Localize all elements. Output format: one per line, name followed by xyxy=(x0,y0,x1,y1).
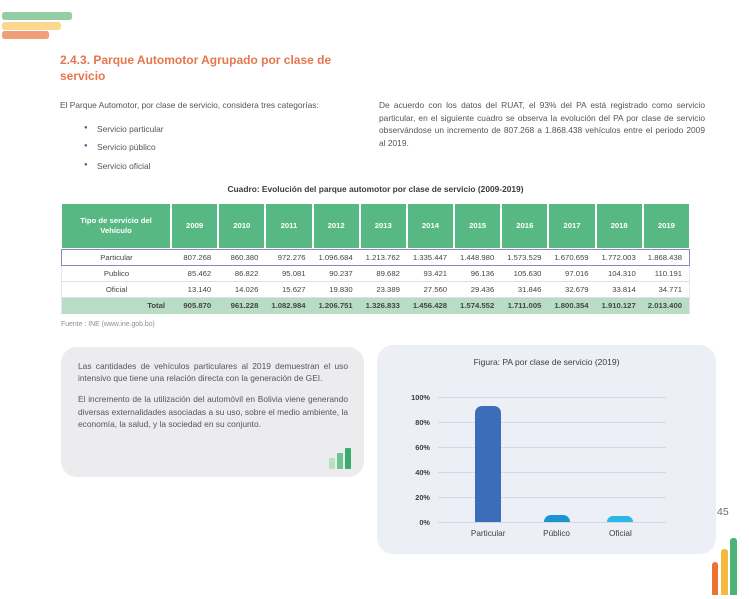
table-body xyxy=(61,249,690,314)
table-row-particular xyxy=(61,249,690,266)
x-axis-label: Oficial xyxy=(609,529,632,538)
row-label: Publico xyxy=(61,266,171,282)
cell-value: 34.771 xyxy=(643,282,690,298)
bar-icon-segment xyxy=(345,448,351,469)
cell-value: 1.868.438 xyxy=(643,249,690,266)
row-label: Particular xyxy=(61,249,171,266)
cell-value: 807.268 xyxy=(171,249,218,266)
chart-gridline xyxy=(438,522,666,523)
cell-value: 23.389 xyxy=(360,282,407,298)
y-axis-label: 60% xyxy=(415,442,430,452)
col-header-year: 2017 xyxy=(548,203,595,249)
cell-value: 972.276 xyxy=(265,249,312,266)
y-axis-label: 40% xyxy=(415,467,430,477)
col-header-year: 2019 xyxy=(643,203,690,249)
x-axis-label: Público xyxy=(543,529,570,538)
table-source: Fuente : INE (www.ine.gob.bo) xyxy=(61,321,155,328)
cell-value: 19.830 xyxy=(313,282,360,298)
cell-value: 105.630 xyxy=(501,266,548,282)
table-row-total xyxy=(61,298,690,314)
cell-value: 1.574.552 xyxy=(454,298,501,314)
evolution-table xyxy=(61,203,690,314)
cell-value: 15.627 xyxy=(265,282,312,298)
table-head xyxy=(61,203,690,249)
cell-value: 1.456.428 xyxy=(407,298,454,314)
cell-value: 1.213.762 xyxy=(360,249,407,266)
bar-icon-segment xyxy=(329,458,335,469)
deco-bar-orange xyxy=(712,562,718,595)
cell-value: 961.228 xyxy=(218,298,265,314)
bullet-item: ● Servicio público xyxy=(84,142,164,153)
x-axis-label: Particular xyxy=(470,529,506,538)
deco-bar-orange xyxy=(2,31,49,39)
col-header-year: 2012 xyxy=(313,203,360,249)
col-header-year: 2009 xyxy=(171,203,218,249)
cell-value: 1.800.354 xyxy=(548,298,595,314)
service-bullet-list xyxy=(84,124,164,179)
cell-value: 29.436 xyxy=(454,282,501,298)
y-axis-label: 100% xyxy=(411,392,430,402)
table-row-publico xyxy=(61,266,690,282)
col-header-year: 2016 xyxy=(501,203,548,249)
section-heading: 2.4.3. Parque Automotor Agrupado por clase de servicio xyxy=(60,53,332,83)
cell-value: 86.822 xyxy=(218,266,265,282)
note-paragraph: El incremento de la utilización del automóvil en Bolivia viene generando diversas externalidades asociadas a su uso, sobre el medio ambiente, la economía, la salud, y la sociedad en su conjunto. xyxy=(78,394,348,429)
note-box xyxy=(61,347,364,477)
cell-value: 13.140 xyxy=(171,282,218,298)
cell-value: 1.910.127 xyxy=(596,298,643,314)
col-header-year: 2013 xyxy=(360,203,407,249)
cell-value: 1.082.984 xyxy=(265,298,312,314)
deco-bar-yellow xyxy=(721,549,728,595)
cell-value: 860.380 xyxy=(218,249,265,266)
deco-bottom-bars xyxy=(712,538,737,595)
col-header-year: 2014 xyxy=(407,203,454,249)
y-axis-label: 80% xyxy=(415,417,430,427)
cell-value: 85.462 xyxy=(171,266,218,282)
cell-value: 1.335.447 xyxy=(407,249,454,266)
table-wrapper xyxy=(61,203,690,314)
intro-paragraph-right: De acuerdo con los datos del RUAT, el 93% del PA está registrado como servicio particular, en el siguiente cuadro se observa la evolución del PA por clase de servicio observándose un incremento de 807.268 a 1.868.438 vehículos entre el periodo 2009 al 2019. xyxy=(379,100,705,148)
bullet-item: ● Servicio oficial xyxy=(84,161,164,172)
row-label: Oficial xyxy=(61,282,171,298)
table-row-oficial xyxy=(61,282,690,298)
figure-title: Figura: PA por clase de servicio (2019) xyxy=(473,357,620,367)
deco-bar-green xyxy=(2,12,72,20)
bar-chart-icon xyxy=(329,448,351,469)
y-axis-label: 20% xyxy=(415,492,430,502)
bar-icon-segment xyxy=(337,453,343,469)
col-header-year: 2018 xyxy=(596,203,643,249)
col-header-year: 2010 xyxy=(218,203,265,249)
bullet-item: ● Servicio particular xyxy=(84,124,164,135)
cell-value: 97.016 xyxy=(548,266,595,282)
cell-value: 905.870 xyxy=(171,298,218,314)
table-caption: Cuadro: Evolución del parque automotor por clase de servicio (2009-2019) xyxy=(227,184,524,194)
intro-paragraph-left: El Parque Automotor, por clase de servicio, considera tres categorías: xyxy=(60,100,319,110)
note-paragraph: Las cantidades de vehículos particulares al 2019 demuestran el uso intensivo que tiene una relación directa con la generación de GEI. xyxy=(78,361,348,384)
chart-plot xyxy=(411,392,666,538)
cell-value: 27.560 xyxy=(407,282,454,298)
cell-value: 93.421 xyxy=(407,266,454,282)
cell-value: 95.081 xyxy=(265,266,312,282)
col-header-service-type: Tipo de servicio del Vehículo xyxy=(61,203,171,249)
deco-bar-green xyxy=(730,538,737,595)
cell-value: 33.814 xyxy=(596,282,643,298)
cell-value: 1.573.529 xyxy=(501,249,548,266)
y-axis-label: 0% xyxy=(419,517,430,527)
cell-value: 31.846 xyxy=(501,282,548,298)
col-header-year: 2011 xyxy=(265,203,312,249)
cell-value: 2.013.400 xyxy=(643,298,690,314)
deco-bar-yellow xyxy=(2,22,61,30)
cell-value: 89.682 xyxy=(360,266,407,282)
cumulative-line xyxy=(438,397,666,522)
cell-value: 1.326.833 xyxy=(360,298,407,314)
cell-value: 1.670.659 xyxy=(548,249,595,266)
row-label: Total xyxy=(61,298,171,314)
figure-box xyxy=(377,345,716,554)
cell-value: 32.679 xyxy=(548,282,595,298)
cell-value: 1.711.005 xyxy=(501,298,548,314)
cell-value: 104.310 xyxy=(596,266,643,282)
cell-value: 1.772.003 xyxy=(596,249,643,266)
cell-value: 1.096.684 xyxy=(313,249,360,266)
cell-value: 1.206.751 xyxy=(313,298,360,314)
table-header-row xyxy=(61,203,690,249)
cell-value: 90.237 xyxy=(313,266,360,282)
cell-value: 110.191 xyxy=(643,266,690,282)
cell-value: 14.026 xyxy=(218,282,265,298)
col-header-year: 2015 xyxy=(454,203,501,249)
page-number: 45 xyxy=(717,506,729,518)
cell-value: 1.448.980 xyxy=(454,249,501,266)
cell-value: 96.136 xyxy=(454,266,501,282)
